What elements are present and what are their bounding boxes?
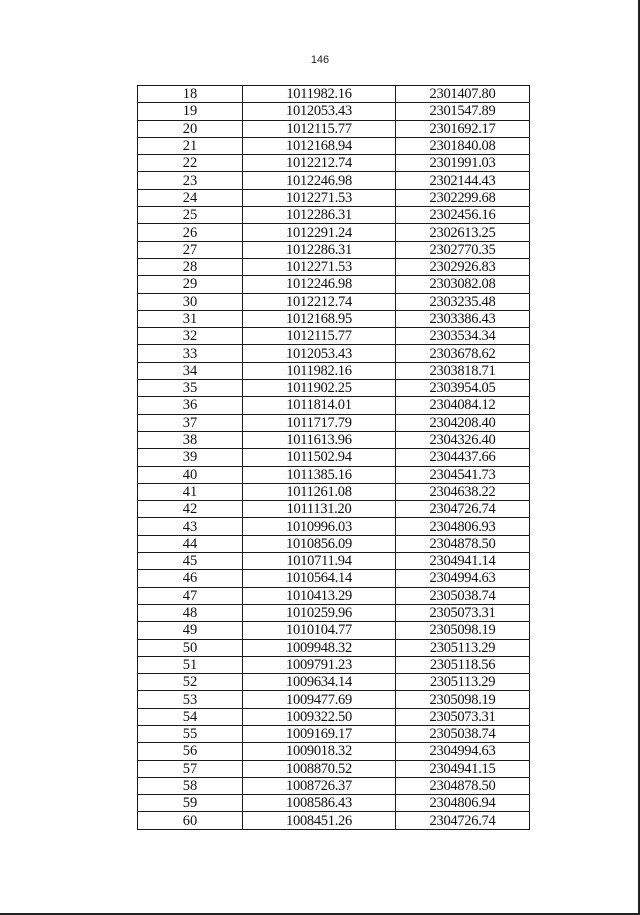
page-number: 146 bbox=[310, 54, 330, 66]
table-row bbox=[138, 120, 530, 137]
table-row bbox=[138, 86, 530, 103]
table-row bbox=[138, 656, 530, 673]
x-coordinate-cell: 1008451.26 bbox=[243, 812, 396, 829]
y-coordinate-cell: 2304084.12 bbox=[396, 397, 530, 414]
table-row bbox=[138, 622, 530, 639]
point-number-cell: 39 bbox=[138, 449, 243, 466]
x-coordinate-cell: 1012212.74 bbox=[243, 293, 396, 310]
x-coordinate-cell: 1010259.96 bbox=[243, 604, 396, 621]
table-row bbox=[138, 293, 530, 310]
x-coordinate-cell: 1012286.31 bbox=[243, 241, 396, 258]
table-row bbox=[138, 535, 530, 552]
x-coordinate-cell: 1011385.16 bbox=[243, 466, 396, 483]
y-coordinate-cell: 2305118.56 bbox=[396, 656, 530, 673]
y-coordinate-cell: 2304941.15 bbox=[396, 760, 530, 777]
y-coordinate-cell: 2303386.43 bbox=[396, 310, 530, 327]
x-coordinate-cell: 1010413.29 bbox=[243, 587, 396, 604]
point-number-cell: 26 bbox=[138, 224, 243, 241]
point-number-cell: 43 bbox=[138, 518, 243, 535]
table-row bbox=[138, 466, 530, 483]
y-coordinate-cell: 2304541.73 bbox=[396, 466, 530, 483]
y-coordinate-cell: 2303818.71 bbox=[396, 362, 530, 379]
x-coordinate-cell: 1010564.14 bbox=[243, 570, 396, 587]
table-row bbox=[138, 553, 530, 570]
table-row bbox=[138, 483, 530, 500]
table-row bbox=[138, 604, 530, 621]
y-coordinate-cell: 2301547.89 bbox=[396, 103, 530, 120]
x-coordinate-cell: 1010856.09 bbox=[243, 535, 396, 552]
coordinates-table bbox=[137, 85, 530, 830]
x-coordinate-cell: 1009018.32 bbox=[243, 743, 396, 760]
x-coordinate-cell: 1009477.69 bbox=[243, 691, 396, 708]
table-row bbox=[138, 501, 530, 518]
x-coordinate-cell: 1009634.14 bbox=[243, 674, 396, 691]
point-number-cell: 60 bbox=[138, 812, 243, 829]
point-number-cell: 27 bbox=[138, 241, 243, 258]
x-coordinate-cell: 1011502.94 bbox=[243, 449, 396, 466]
point-number-cell: 19 bbox=[138, 103, 243, 120]
point-number-cell: 56 bbox=[138, 743, 243, 760]
point-number-cell: 25 bbox=[138, 207, 243, 224]
y-coordinate-cell: 2301991.03 bbox=[396, 155, 530, 172]
x-coordinate-cell: 1012212.74 bbox=[243, 155, 396, 172]
x-coordinate-cell: 1009169.17 bbox=[243, 725, 396, 742]
y-coordinate-cell: 2305098.19 bbox=[396, 691, 530, 708]
table-row bbox=[138, 103, 530, 120]
y-coordinate-cell: 2301692.17 bbox=[396, 120, 530, 137]
x-coordinate-cell: 1011613.96 bbox=[243, 431, 396, 448]
point-number-cell: 58 bbox=[138, 777, 243, 794]
x-coordinate-cell: 1012115.77 bbox=[243, 120, 396, 137]
table-row bbox=[138, 518, 530, 535]
point-number-cell: 35 bbox=[138, 380, 243, 397]
y-coordinate-cell: 2303678.62 bbox=[396, 345, 530, 362]
point-number-cell: 23 bbox=[138, 172, 243, 189]
y-coordinate-cell: 2305113.29 bbox=[396, 639, 530, 656]
y-coordinate-cell: 2303954.05 bbox=[396, 380, 530, 397]
point-number-cell: 37 bbox=[138, 414, 243, 431]
table-row bbox=[138, 449, 530, 466]
x-coordinate-cell: 1011814.01 bbox=[243, 397, 396, 414]
point-number-cell: 57 bbox=[138, 760, 243, 777]
x-coordinate-cell: 1012053.43 bbox=[243, 103, 396, 120]
point-number-cell: 31 bbox=[138, 310, 243, 327]
table-row bbox=[138, 362, 530, 379]
y-coordinate-cell: 2304806.94 bbox=[396, 795, 530, 812]
point-number-cell: 42 bbox=[138, 501, 243, 518]
y-coordinate-cell: 2305113.29 bbox=[396, 674, 530, 691]
coordinates-table-body bbox=[138, 86, 530, 830]
y-coordinate-cell: 2304326.40 bbox=[396, 431, 530, 448]
y-coordinate-cell: 2304994.63 bbox=[396, 570, 530, 587]
point-number-cell: 28 bbox=[138, 258, 243, 275]
table-row bbox=[138, 328, 530, 345]
point-number-cell: 50 bbox=[138, 639, 243, 656]
point-number-cell: 40 bbox=[138, 466, 243, 483]
y-coordinate-cell: 2302770.35 bbox=[396, 241, 530, 258]
y-coordinate-cell: 2301407.80 bbox=[396, 86, 530, 103]
y-coordinate-cell: 2304208.40 bbox=[396, 414, 530, 431]
y-coordinate-cell: 2301840.08 bbox=[396, 137, 530, 154]
x-coordinate-cell: 1012286.31 bbox=[243, 207, 396, 224]
point-number-cell: 41 bbox=[138, 483, 243, 500]
point-number-cell: 47 bbox=[138, 587, 243, 604]
table-row bbox=[138, 760, 530, 777]
x-coordinate-cell: 1011902.25 bbox=[243, 380, 396, 397]
table-row bbox=[138, 172, 530, 189]
y-coordinate-cell: 2303235.48 bbox=[396, 293, 530, 310]
y-coordinate-cell: 2304878.50 bbox=[396, 777, 530, 794]
y-coordinate-cell: 2305098.19 bbox=[396, 622, 530, 639]
table-row bbox=[138, 258, 530, 275]
table-row bbox=[138, 241, 530, 258]
x-coordinate-cell: 1012168.95 bbox=[243, 310, 396, 327]
y-coordinate-cell: 2304638.22 bbox=[396, 483, 530, 500]
table-row bbox=[138, 743, 530, 760]
y-coordinate-cell: 2304941.14 bbox=[396, 553, 530, 570]
table-row bbox=[138, 207, 530, 224]
table-row bbox=[138, 137, 530, 154]
x-coordinate-cell: 1008870.52 bbox=[243, 760, 396, 777]
point-number-cell: 45 bbox=[138, 553, 243, 570]
x-coordinate-cell: 1011982.16 bbox=[243, 86, 396, 103]
y-coordinate-cell: 2305038.74 bbox=[396, 587, 530, 604]
table-row bbox=[138, 345, 530, 362]
point-number-cell: 53 bbox=[138, 691, 243, 708]
table-row bbox=[138, 224, 530, 241]
point-number-cell: 22 bbox=[138, 155, 243, 172]
point-number-cell: 48 bbox=[138, 604, 243, 621]
x-coordinate-cell: 1012246.98 bbox=[243, 276, 396, 293]
point-number-cell: 49 bbox=[138, 622, 243, 639]
y-coordinate-cell: 2302456.16 bbox=[396, 207, 530, 224]
x-coordinate-cell: 1012271.53 bbox=[243, 258, 396, 275]
point-number-cell: 36 bbox=[138, 397, 243, 414]
table-row bbox=[138, 189, 530, 206]
y-coordinate-cell: 2304878.50 bbox=[396, 535, 530, 552]
point-number-cell: 46 bbox=[138, 570, 243, 587]
y-coordinate-cell: 2305073.31 bbox=[396, 708, 530, 725]
point-number-cell: 55 bbox=[138, 725, 243, 742]
table-row bbox=[138, 431, 530, 448]
x-coordinate-cell: 1009791.23 bbox=[243, 656, 396, 673]
point-number-cell: 24 bbox=[138, 189, 243, 206]
y-coordinate-cell: 2304726.74 bbox=[396, 501, 530, 518]
table-row bbox=[138, 708, 530, 725]
y-coordinate-cell: 2304806.93 bbox=[396, 518, 530, 535]
x-coordinate-cell: 1012291.24 bbox=[243, 224, 396, 241]
x-coordinate-cell: 1012115.77 bbox=[243, 328, 396, 345]
table-row bbox=[138, 812, 530, 829]
point-number-cell: 33 bbox=[138, 345, 243, 362]
point-number-cell: 38 bbox=[138, 431, 243, 448]
x-coordinate-cell: 1012168.94 bbox=[243, 137, 396, 154]
x-coordinate-cell: 1011982.16 bbox=[243, 362, 396, 379]
x-coordinate-cell: 1010711.94 bbox=[243, 553, 396, 570]
point-number-cell: 52 bbox=[138, 674, 243, 691]
table-row bbox=[138, 570, 530, 587]
y-coordinate-cell: 2302299.68 bbox=[396, 189, 530, 206]
point-number-cell: 54 bbox=[138, 708, 243, 725]
y-coordinate-cell: 2305073.31 bbox=[396, 604, 530, 621]
table-row bbox=[138, 397, 530, 414]
point-number-cell: 21 bbox=[138, 137, 243, 154]
x-coordinate-cell: 1010104.77 bbox=[243, 622, 396, 639]
point-number-cell: 18 bbox=[138, 86, 243, 103]
x-coordinate-cell: 1008586.43 bbox=[243, 795, 396, 812]
x-coordinate-cell: 1010996.03 bbox=[243, 518, 396, 535]
x-coordinate-cell: 1009948.32 bbox=[243, 639, 396, 656]
x-coordinate-cell: 1012053.43 bbox=[243, 345, 396, 362]
x-coordinate-cell: 1012271.53 bbox=[243, 189, 396, 206]
y-coordinate-cell: 2303534.34 bbox=[396, 328, 530, 345]
point-number-cell: 29 bbox=[138, 276, 243, 293]
x-coordinate-cell: 1009322.50 bbox=[243, 708, 396, 725]
table-row bbox=[138, 795, 530, 812]
y-coordinate-cell: 2302144.43 bbox=[396, 172, 530, 189]
point-number-cell: 44 bbox=[138, 535, 243, 552]
point-number-cell: 51 bbox=[138, 656, 243, 673]
table-row bbox=[138, 639, 530, 656]
table-row bbox=[138, 674, 530, 691]
y-coordinate-cell: 2302926.83 bbox=[396, 258, 530, 275]
point-number-cell: 59 bbox=[138, 795, 243, 812]
point-number-cell: 32 bbox=[138, 328, 243, 345]
table-row bbox=[138, 414, 530, 431]
y-coordinate-cell: 2302613.25 bbox=[396, 224, 530, 241]
table-row bbox=[138, 691, 530, 708]
table-row bbox=[138, 310, 530, 327]
y-coordinate-cell: 2304437.66 bbox=[396, 449, 530, 466]
x-coordinate-cell: 1008726.37 bbox=[243, 777, 396, 794]
table-row bbox=[138, 276, 530, 293]
table-row bbox=[138, 155, 530, 172]
table-row bbox=[138, 725, 530, 742]
x-coordinate-cell: 1011131.20 bbox=[243, 501, 396, 518]
x-coordinate-cell: 1011261.08 bbox=[243, 483, 396, 500]
y-coordinate-cell: 2305038.74 bbox=[396, 725, 530, 742]
y-coordinate-cell: 2304994.63 bbox=[396, 743, 530, 760]
point-number-cell: 34 bbox=[138, 362, 243, 379]
x-coordinate-cell: 1011717.79 bbox=[243, 414, 396, 431]
table-row bbox=[138, 380, 530, 397]
y-coordinate-cell: 2303082.08 bbox=[396, 276, 530, 293]
y-coordinate-cell: 2304726.74 bbox=[396, 812, 530, 829]
table-row bbox=[138, 587, 530, 604]
table-row bbox=[138, 777, 530, 794]
point-number-cell: 30 bbox=[138, 293, 243, 310]
point-number-cell: 20 bbox=[138, 120, 243, 137]
x-coordinate-cell: 1012246.98 bbox=[243, 172, 396, 189]
